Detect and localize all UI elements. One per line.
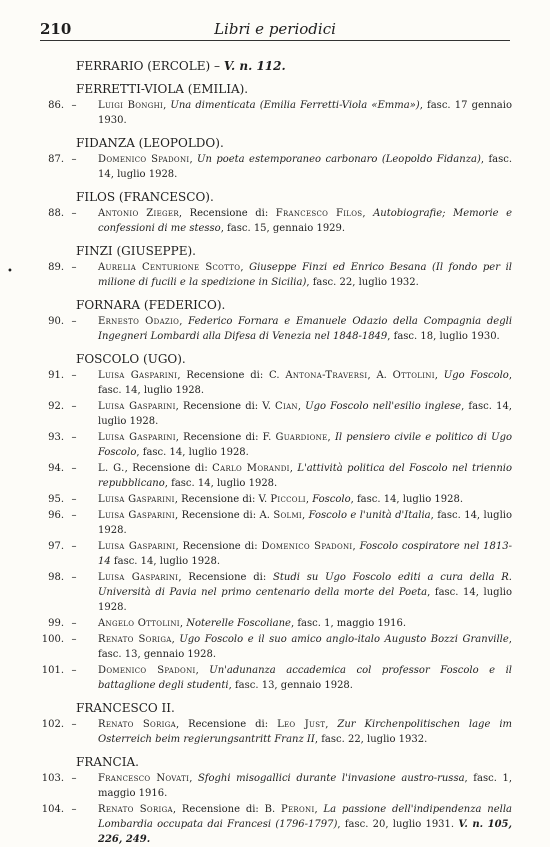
entry-body — [98, 100, 512, 126]
index-entry — [40, 717, 512, 747]
entry-author: Domenico Spadoni — [98, 665, 196, 676]
entry-number: 91. — [48, 370, 64, 381]
entry-name: Antona-Traversi — [285, 370, 368, 381]
entry-number: 92. — [48, 401, 64, 412]
entry-number: 100. — [41, 634, 64, 645]
entry-text: , fasc. 17 gennaio 1930. — [98, 100, 512, 126]
entry-body — [98, 370, 512, 396]
index-entry — [40, 616, 512, 631]
entry-author: Renato Soriga — [98, 634, 172, 645]
header-rule — [40, 40, 510, 41]
entry-author: L. G. — [98, 463, 125, 474]
index-entry — [40, 260, 512, 290]
entry-body — [98, 804, 512, 845]
entry-name: Peroni — [280, 804, 315, 815]
entry-author: Francesco Novati — [98, 773, 190, 784]
entry-author: Luisa Gasparini — [98, 541, 176, 552]
entry-text: , — [434, 370, 444, 381]
entry-number: 90. — [48, 316, 64, 327]
entry-dash: – — [71, 463, 77, 474]
entry-text: , fasc. 1, maggio 1916. — [98, 773, 513, 799]
section-heading — [40, 58, 512, 74]
entry-body — [98, 618, 406, 629]
running-title: Libri e periodici — [214, 20, 336, 38]
entry-number: 87. — [48, 154, 64, 165]
index-entry — [40, 368, 512, 398]
entry-text: , fasc. 14, luglio 1928. — [98, 587, 512, 613]
entry-dash: – — [71, 401, 77, 412]
entry-number: 98. — [48, 572, 64, 583]
entry-body — [98, 773, 512, 799]
entry-text: , — [297, 401, 306, 412]
entry-dash: – — [71, 208, 77, 219]
entry-dash: – — [71, 154, 77, 165]
entry-text: , — [289, 463, 298, 474]
entry-body — [98, 572, 512, 613]
entry-name: Leo Just — [277, 719, 326, 730]
heading-text: FINZI (GIUSEPPE). — [76, 244, 196, 258]
entry-number: 94. — [48, 463, 64, 474]
entry-text: , fasc. 14, luglio 1928. — [98, 154, 513, 180]
entry-dash: – — [71, 494, 77, 505]
entry-title: Una dimenticata (Emilia Ferretti-Viola «Emma») — [170, 100, 420, 111]
entry-text: , — [325, 719, 338, 730]
entry-title: La passione dell'indipendenza nella Lombardia occupata dai Francesi (1796-1797) — [98, 804, 512, 830]
entry-text: , Recensione di: V. — [174, 494, 271, 505]
index-entry — [40, 461, 512, 491]
section-heading — [40, 351, 512, 367]
entry-author: Luisa Gasparini — [98, 572, 179, 583]
index-entry — [40, 314, 512, 344]
entry-text: fasc. 14, luglio 1928. — [110, 556, 221, 567]
entry-title: Ugo Foscolo e il suo amico anglo-italo Augusto Bozzi Granville — [179, 634, 509, 645]
entry-text: , — [301, 510, 309, 521]
entry-author: Luisa Gasparini — [98, 494, 175, 505]
heading-text: FERRETTI-VIOLA (EMILIA). — [76, 82, 249, 96]
entry-body — [98, 719, 512, 745]
entry-text: , Recensione di: V. — [175, 401, 276, 412]
entry-text: , Recensione di: A. — [174, 510, 274, 521]
entry-dash: – — [71, 572, 77, 583]
entry-text: , — [362, 208, 374, 219]
cross-reference: V. n. 105, 226, 249. — [98, 819, 513, 845]
entry-body — [98, 634, 512, 660]
entry-body — [98, 494, 463, 505]
entry-text: , fasc. 14, luglio 1928. — [98, 401, 512, 427]
entry-text: , Recensione di: — [124, 463, 213, 474]
entry-number: 101. — [41, 665, 64, 676]
page-header — [40, 14, 510, 40]
entry-title: Foscolo — [312, 494, 351, 505]
entry-text: , fasc. 14, luglio 1928. — [136, 447, 249, 458]
entry-text: , fasc. 1, maggio 1916. — [290, 618, 407, 629]
entry-name: Francesco Filos — [275, 208, 363, 219]
entry-name: Guardione — [275, 432, 328, 443]
index-entry — [40, 152, 512, 182]
entry-body — [98, 463, 512, 489]
entry-title: Noterelle Foscoliane — [186, 618, 291, 629]
section-heading — [40, 135, 512, 151]
entry-text: , — [314, 804, 324, 815]
entry-title: Studi su Ugo Foscolo editi a cura della R. Università di Pavia nel primo centenario della morte del Poeta — [98, 572, 512, 598]
entry-title: Sfoghi misogallici durante l'invasione austro-russa — [197, 773, 465, 784]
entry-dash: – — [71, 262, 77, 273]
heading-text: FILOS (FRANCESCO). — [76, 190, 214, 204]
entry-text: , — [179, 316, 189, 327]
index-entry — [40, 508, 512, 538]
entry-number: 86. — [48, 100, 64, 111]
entry-author: Aurelia Centurione Scotto — [98, 262, 241, 273]
entry-title: Foscolo e l'unità d'Italia — [308, 510, 431, 521]
entry-dash: – — [71, 634, 77, 645]
margin-mark: • — [7, 266, 13, 277]
entry-number: 97. — [48, 541, 64, 552]
entry-text: , fasc. 14, luglio 1928. — [98, 510, 512, 536]
entry-author: Ernesto Odazio — [98, 316, 180, 327]
entry-text: , Recensione di: — [175, 541, 262, 552]
entry-dash: – — [71, 618, 77, 629]
entry-author: Luisa Gasparini — [98, 401, 176, 412]
entry-dash: – — [71, 541, 77, 552]
heading-text: FIDANZA (LEOPOLDO). — [76, 136, 224, 150]
entry-text: , A. — [367, 370, 393, 381]
index-entry — [40, 539, 512, 569]
entry-text: , Recensione di: B. — [172, 804, 281, 815]
entry-author: Luigi Bonghi — [98, 100, 164, 111]
entry-body — [98, 154, 512, 180]
heading-text: FORNARA (FEDERICO). — [76, 298, 226, 312]
entry-number: 89. — [48, 262, 64, 273]
entry-body — [98, 541, 512, 567]
entry-title: Un'adunanza accademica col professor Foscolo e il battaglione degli studenti — [98, 665, 512, 691]
entry-text: , Recensione di: — [178, 208, 276, 219]
heading-text: FRANCIA. — [76, 755, 139, 769]
entry-number: 96. — [48, 510, 64, 521]
section-heading — [40, 297, 512, 313]
entry-author: Domenico Spadoni — [98, 154, 190, 165]
entry-title: Un poeta estemporaneo carbonaro (Leopoldo Fidanza) — [197, 154, 481, 165]
entry-text: , — [189, 773, 198, 784]
entry-body — [98, 401, 512, 427]
entry-number: 99. — [48, 618, 64, 629]
index-entry — [40, 430, 512, 460]
section-heading — [40, 700, 512, 716]
entry-text: , — [305, 494, 313, 505]
entry-text: , fasc. 18, luglio 1930. — [387, 331, 500, 342]
index-entry — [40, 399, 512, 429]
heading-text: FERRARIO (ERCOLE) – — [76, 59, 220, 73]
entry-name: Piccoli — [270, 494, 306, 505]
entry-dash: – — [71, 432, 77, 443]
index-entry — [40, 632, 512, 662]
entry-number: 93. — [48, 432, 64, 443]
entry-text: , — [195, 665, 210, 676]
entry-number: 95. — [48, 494, 64, 505]
entry-text: , — [240, 262, 250, 273]
section-heading — [40, 243, 512, 259]
entry-author: Angelo Ottolini — [98, 618, 180, 629]
index-entry — [40, 492, 512, 507]
page-number: 210 — [40, 20, 72, 38]
entry-dash: – — [71, 510, 77, 521]
entry-name: Cian — [275, 401, 298, 412]
entry-body — [98, 432, 512, 458]
entry-text: , fasc. 14, luglio 1928. — [164, 478, 278, 489]
entry-title: Federico Fornara e Emanuele Odazio della Compagnia degli Ingegneri Lombardi alla Difesa di Venezia nel 1848-1849 — [98, 316, 513, 342]
entry-text: , — [189, 154, 198, 165]
entry-title: Foscolo cospiratore nel 1813-14 — [98, 541, 512, 567]
entry-title: L'attività politica del Foscolo nel triennio repubblicano — [98, 463, 512, 489]
entry-title: Giuseppe Finzi ed Enrico Besana (Il fondo per il milione di fucili e la spedizione in Sicilia) — [98, 262, 512, 288]
entry-text: , fasc. 13, gennaio 1928. — [98, 634, 512, 660]
index-entry — [40, 663, 512, 693]
entry-title: Zur Kirchenpolitischen lage im Osterreich beim regierungsantritt Franz II — [98, 719, 512, 745]
entry-text: , fasc. 15, gennaio 1929. — [220, 223, 346, 234]
index-entry — [40, 206, 512, 236]
entry-text: , Recensione di: F. — [175, 432, 276, 443]
entry-text: , — [352, 541, 360, 552]
entry-author: Renato Soriga — [98, 719, 176, 730]
section-heading — [40, 189, 512, 205]
entry-text: , Recensione di: — [178, 572, 274, 583]
entry-number: 103. — [41, 773, 64, 784]
entry-dash: – — [71, 773, 77, 784]
entry-author: Luisa Gasparini — [98, 510, 175, 521]
entry-author: Renato Soriga — [98, 804, 173, 815]
entry-text: , — [163, 100, 171, 111]
entry-text: , fasc. 22, luglio 1932. — [314, 734, 428, 745]
entry-text: , fasc. 14, luglio 1928. — [98, 370, 512, 396]
entry-body — [98, 316, 512, 342]
index-entry — [40, 771, 512, 801]
entry-title: Autobiografie; Memorie e confessioni di me stesso — [98, 208, 513, 234]
entry-dash: – — [71, 665, 77, 676]
entry-dash: – — [71, 719, 77, 730]
entry-title: Il pensiero civile e politico di Ugo Foscolo — [98, 432, 512, 458]
entry-dash: – — [71, 804, 77, 815]
entry-body — [98, 665, 512, 691]
index-content — [40, 58, 512, 847]
entry-dash: – — [71, 316, 77, 327]
entry-body — [98, 208, 512, 234]
entry-name: Ottolini — [392, 370, 435, 381]
entry-text: , fasc. 14, luglio 1928. — [350, 494, 464, 505]
entry-name: Solmi — [273, 510, 302, 521]
entry-text: , Recensione di: — [175, 719, 278, 730]
entry-number: 104. — [41, 804, 64, 815]
section-heading — [40, 754, 512, 770]
entry-dash: – — [71, 100, 77, 111]
entry-author: Luisa Gasparini — [98, 370, 178, 381]
entry-text: , — [171, 634, 180, 645]
entry-author: Luisa Gasparini — [98, 432, 176, 443]
index-entry — [40, 98, 512, 128]
entry-text: , fasc. 22, luglio 1932. — [306, 277, 419, 288]
entry-name: Domenico Spadoni — [261, 541, 353, 552]
entry-body — [98, 262, 512, 288]
heading-text: FRANCESCO II. — [76, 701, 175, 715]
entry-number: 102. — [41, 719, 64, 730]
entry-text: , — [327, 432, 335, 443]
entry-title: Ugo Foscolo nell'esilio inglese — [305, 401, 462, 412]
heading-text: FOSCOLO (UGO). — [76, 352, 186, 366]
entry-text: , fasc. 13, gennaio 1928. — [228, 680, 353, 691]
index-entry — [40, 570, 512, 615]
entry-author: Antonio Zieger — [98, 208, 179, 219]
entry-dash: – — [71, 370, 77, 381]
entry-name: Carlo Morandi — [212, 463, 290, 474]
index-entry — [40, 802, 512, 847]
entry-text: , fasc. 20, luglio 1931. — [337, 819, 459, 830]
entry-text: , Recensione di: C. — [177, 370, 286, 381]
entry-text: , — [179, 618, 187, 629]
entry-number: 88. — [48, 208, 64, 219]
entry-title: Ugo Foscolo — [443, 370, 509, 381]
entry-body — [98, 510, 512, 536]
section-heading — [40, 81, 512, 97]
cross-reference: V. n. 112. — [223, 59, 286, 73]
